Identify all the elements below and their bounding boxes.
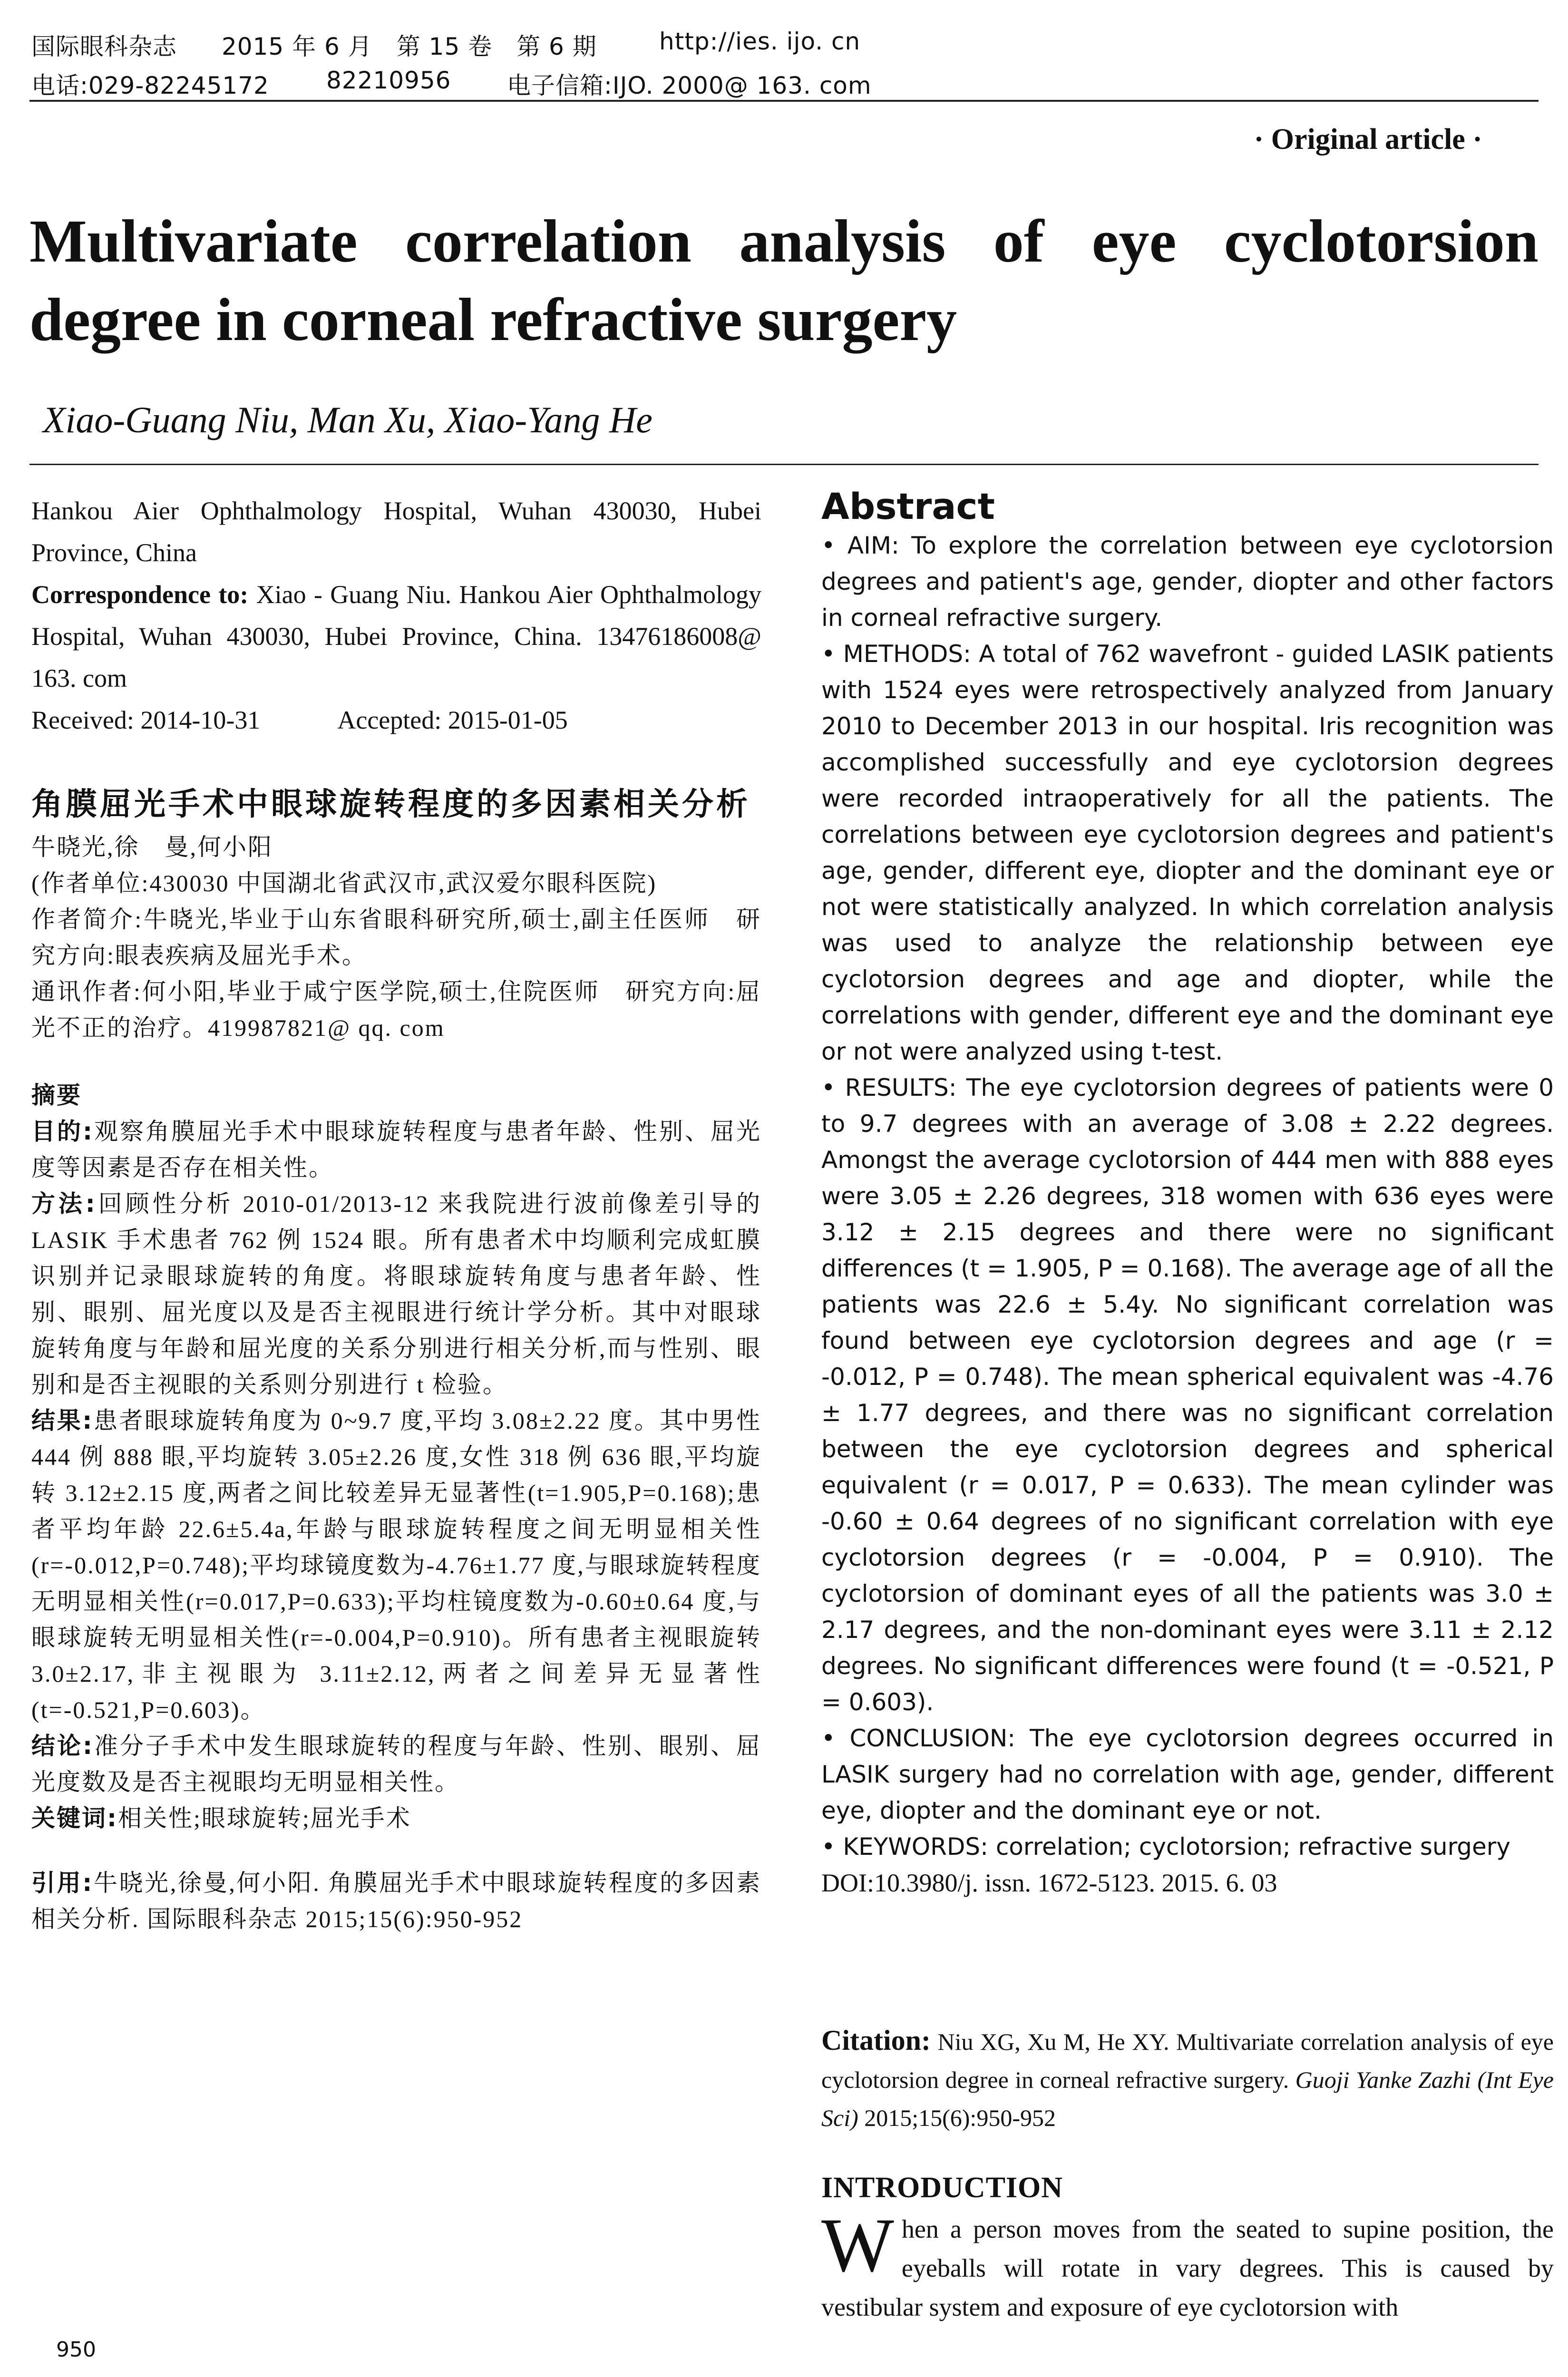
citation-journal: Guoji Yanke Zazhi (Int Eye Sci) (821, 2066, 1554, 2131)
chinese-methods (31, 1186, 761, 1403)
drop-cap: W (821, 2203, 894, 2288)
introduction-block (821, 2171, 1554, 2327)
article-title: Multivariate correlation analysis of eye cyclotorsion degree in corneal refractive surgery (29, 207, 1539, 353)
chinese-results (31, 1403, 761, 1728)
article-authors: Xiao-Guang Niu, Man Xu, Xiao-Yang He (43, 399, 653, 440)
chinese-citation-text: 牛晓光,徐曼,何小阳. 角膜屈光手术中眼球旋转程度的多因素相关分析. 国际眼科杂志 2015;15(6):950-952 (31, 1870, 761, 1932)
chinese-citation-label: 引用: (31, 1869, 94, 1897)
chinese-title: 角膜屈光手术中眼球旋转程度的多因素相关分析 (31, 786, 750, 822)
correspondence (31, 574, 761, 699)
page-number: 950 (56, 2338, 96, 2362)
chinese-results-text: 患者眼球旋转角度为 0~9.7 度,平均 3.08±2.22 度。其中男性 444 例 888 眼,平均旋转 3.05±2.26 度,女性 318 例 636 眼,平均旋转 3.12±2.15 度,两者之间比较差异无显著性(t=1.905,P=0.168);患者平均年龄 22.6±5.4a,年龄与眼球旋转程度之间无明显相关性(r=-0.012,P=0.748);平均球镜度数为-4.76±1.77 度,与眼球旋转程度无明显相关性(r=0.017,P=0.633);平均柱镜度数为-0.60±0.64 度,与眼球旋转无明显相关性(r=-0.004,P=0.910)。所有患者主视眼旋转 3.0±2.17,非主视眼为 3.11±2.12,两者之间差异无显著性(t=-0.521,P=0.603)。 (31, 1407, 762, 1723)
section-tag: · Original article · (1254, 123, 1482, 156)
abstract-results: • RESULTS: The eye cyclotorsion degrees of patients were 0 to 9.7 degrees with an average of 3.08 ± 2.22 degrees. Amongst the average cyclotorsion of 444 men with 888 eyes were 3.05 ± 2.26 degrees, 318 women with 636 eyes were 3.12 ± 2.15 degrees and there were no significant differences (t = 1.905, P = 0.168). The average age of all the patients was 22.6 ± 5.4y. No significant correlation was found between eye cyclotorsion degrees and age (r = -0.012, P = 0.748). The mean spherical equivalent was -4.76 ± 1.77 degrees, and there was no significant correlation between the eye cyclotorsion degrees and spherical equivalent (r = 0.017, P = 0.633). The mean cylinder was -0.60 ± 0.64 degrees of no significant correlation with eye cyclotorsion degrees (r = -0.004, P = 0.910). The cyclotorsion of dominant eyes of all the patients was 3.0 ± 2.17 degrees, and the non-dominant eyes were 3.11 ± 2.12 degrees. No significant differences were found (t = -0.521, P = 0.603). (821, 1074, 1554, 1716)
chinese-conclusion-text: 准分子手术中发生眼球旋转的程度与年龄、性别、眼别、屈光度数及是否主视眼均无明显相关性。 (31, 1733, 761, 1795)
chinese-methods-text: 回顾性分析 2010-01/2013-12 来我院进行波前像差引导的 LASIK 手术患者 762 例 1524 眼。所有患者术中均顺利完成虹膜识别并记录眼球旋转的角度。将眼球旋转角度与患者年龄、性别、眼别、屈光度以及是否主视眼进行统计学分析。其中对眼球旋转角度与年龄和屈光度的关系分别进行相关分析,而与性别、眼别和是否主视眼的关系则分别进行 t 检验。 (31, 1190, 761, 1398)
chinese-keywords (31, 1800, 761, 1836)
chinese-citation (31, 1865, 761, 1937)
chinese-aim (31, 1113, 761, 1186)
english-abstract-block (821, 485, 1554, 1901)
citation-label: Citation: (821, 2025, 931, 2056)
chinese-conclusion (31, 1728, 761, 1800)
title-rule (29, 464, 1539, 465)
chinese-keywords-label: 关键词: (31, 1804, 118, 1832)
abstract-keywords: • KEYWORDS: correlation; cyclotorsion; refractive surgery (821, 1833, 1510, 1861)
issue-info: 2015 年 6 月 第 15 卷 第 6 期 (222, 33, 597, 60)
journal-name: 国际眼科杂志 (31, 33, 177, 60)
abstract-heading: Abstract (821, 485, 995, 527)
chinese-aim-text: 观察角膜屈光手术中眼球旋转程度与患者年龄、性别、屈光度等因素是否存在相关性。 (31, 1118, 761, 1181)
chinese-aim-label: 目的: (31, 1118, 94, 1145)
affiliation-block (31, 490, 761, 741)
correspondence-label: Correspondence to: (31, 580, 249, 609)
citation-text: Niu XG, Xu M, He XY. Multivariate correlation analysis of eye cyclotorsion degree in corneal refractive surgery. (821, 2028, 1554, 2093)
abstract-conclusion: • CONCLUSION: The eye cyclotorsion degrees occurred in LASIK surgery had no correlation with age, gender, different eye, diopter and the dominant eye or not. (821, 1724, 1554, 1824)
chinese-results-label: 结果: (31, 1407, 94, 1434)
journal-url: http://ies. ijo. cn (659, 28, 861, 55)
chinese-abstract-block (31, 782, 761, 1937)
doi: DOI:10.3980/j. issn. 1672-5123. 2015. 6. 03 (821, 1869, 1277, 1897)
introduction-paragraph (821, 2203, 1554, 2327)
chinese-bio-1: 作者简介:牛晓光,毕业于山东省眼科研究所,硕士,副主任医师 研究方向:眼表疾病及屈光手术。 (31, 906, 761, 969)
chinese-bio-2: 通讯作者:何小阳,毕业于咸宁医学院,硕士,住院医师 研究方向:屈光不正的治疗。419987821@ qq. com (31, 978, 761, 1041)
chinese-unit: (作者单位:430030 中国湖北省武汉市,武汉爱尔眼科医院) (31, 870, 657, 896)
chinese-abstract-heading: 摘要 (31, 1081, 82, 1109)
abstract-methods: • METHODS: A total of 762 wavefront - guided LASIK patients with 1524 eyes were retrospectively analyzed from January 2010 to December 2013 in our hospital. Iris recognition was accomplished successfully and eye cyclotorsion degrees were recorded intraoperatively for all the patients. The correlations between eye cyclotorsion degrees and patient's age, gender, different eye, diopter and the dominant eye or not were statistically analyzed. In which correlation analysis was used to analyze the relationship between eye cyclotorsion degrees and age and diopter, while the correlations with gender, different eye and the dominant eye or not were analyzed using t-test. (821, 640, 1554, 1065)
chinese-keywords-text: 相关性;眼球旋转;屈光手术 (118, 1805, 411, 1831)
chinese-conclusion-label: 结论: (31, 1732, 94, 1760)
journal-phone: 电话:029-82245172 (31, 72, 269, 99)
correspondence-text: Xiao - Guang Niu. Hankou Aier Ophthalmology Hospital, Wuhan 430030, Hubei Province, China. 13476186008@ 163. com (31, 580, 762, 692)
journal-email: 电子信箱:IJO. 2000@ 163. com (507, 72, 872, 99)
affiliation-institution: Hankou Aier Ophthalmology Hospital, Wuhan 430030, Hubei Province, China (31, 497, 761, 567)
english-citation (821, 2021, 1554, 2137)
introduction-heading: INTRODUCTION (821, 2172, 1063, 2204)
introduction-text: hen a person moves from the seated to supine position, the eyeballs will rotate in vary degrees. This is caused by vestibular system and exposure of eye cyclotorsion with (821, 2215, 1554, 2321)
journal-fax: 82210956 (326, 67, 451, 94)
chinese-authors: 牛晓光,徐 曼,何小阳 (31, 834, 273, 860)
received-accepted: Received: 2014-10-31 Accepted: 2015-01-05 (31, 706, 568, 734)
citation-tail: 2015;15(6):950-952 (864, 2104, 1056, 2131)
header-rule (29, 100, 1539, 102)
abstract-aim: • AIM: To explore the correlation between eye cyclotorsion degrees and patient's age, gender, diopter and other factors in corneal refractive surgery. (821, 532, 1554, 632)
chinese-methods-label: 方法: (31, 1190, 97, 1218)
